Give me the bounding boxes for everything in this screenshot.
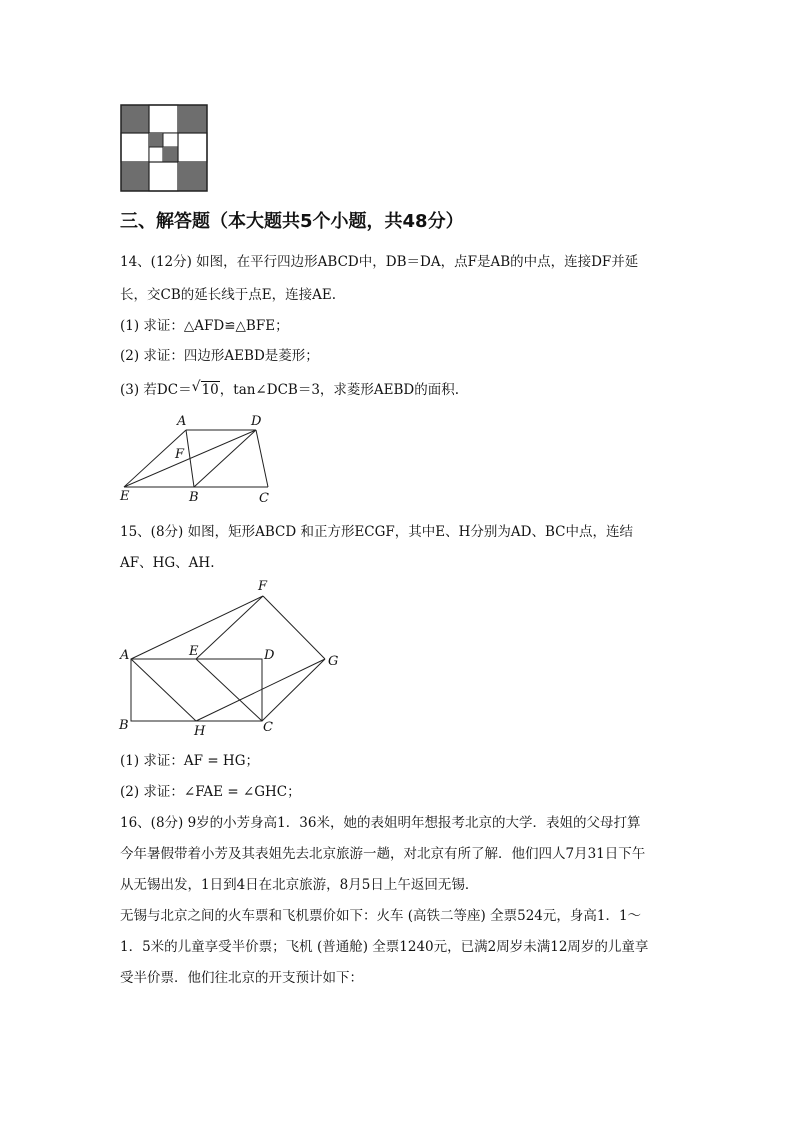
problem15-question2: (2) 求证：∠FAE = ∠GHC； bbox=[120, 784, 301, 800]
problem14-question2: (2) 求证：四边形AEBD是菱形； bbox=[120, 348, 319, 364]
sqrt-symbol: √ 10 bbox=[191, 379, 219, 398]
rectangle-ABCD bbox=[131, 659, 262, 721]
problem16-text-line6: 受半价票．他们往北京的开支预计如下： bbox=[120, 970, 363, 986]
segment-HG bbox=[196, 659, 325, 721]
segment-DB bbox=[194, 430, 256, 487]
problem16-text-line3: 从无锡出发，1日到4日在北京旅游，8月5日上午返回无锡． bbox=[120, 877, 479, 893]
grid-cell-light bbox=[149, 105, 178, 133]
label-F: F bbox=[258, 579, 268, 594]
grid-cell-dark bbox=[121, 105, 149, 133]
segment-EC bbox=[196, 659, 262, 721]
problem15-figure bbox=[114, 575, 354, 740]
problem14-text-line1: 14、(12分) 如图，在平行四边形ABCD中，DB＝DA，点F是AB的中点，连接DF并延 bbox=[120, 254, 639, 270]
label-C: C bbox=[263, 720, 273, 735]
label-F: F bbox=[175, 447, 185, 462]
tile-grid-figure bbox=[120, 104, 210, 192]
problem15-text-line1: 15、(8分) 如图，矩形ABCD 和正方形ECGF，其中E、H分别为AD、BC中点，连结 bbox=[120, 524, 633, 540]
grid-cell-light bbox=[149, 162, 178, 191]
grid-cell-light-small bbox=[163, 133, 178, 147]
problem14-question3 bbox=[120, 378, 459, 398]
segment-GC bbox=[262, 659, 325, 721]
problem16-text-line2: 今年暑假带着小芳及其表姐先去北京旅游一趟，对北京有所了解．他们四人7月31日下午 bbox=[120, 846, 646, 862]
grid-cell-light-small bbox=[149, 147, 163, 162]
problem14-text-line2: 长，交CB的延长线于点E，连接AE. bbox=[120, 287, 336, 303]
problem15-question1: (1) 求证：AF = HG； bbox=[120, 753, 259, 769]
label-E: E bbox=[120, 489, 130, 504]
label-E: E bbox=[189, 644, 199, 659]
problem16-text-line4: 无锡与北京之间的火车票和飞机票价如下：火车 (高铁二等座) 全票524元，身高1．1～ bbox=[120, 908, 642, 924]
problem14-q3-suffix: ，tan∠DCB＝3，求菱形AEBD的面积. bbox=[219, 382, 460, 398]
label-B: B bbox=[119, 718, 129, 733]
segment-DE bbox=[124, 430, 256, 487]
label-B: B bbox=[189, 490, 199, 505]
label-C: C bbox=[259, 491, 269, 506]
grid-cell-dark-small bbox=[163, 147, 178, 162]
label-D: D bbox=[251, 414, 262, 429]
problem16-text-line1: 16、(8分) 9岁的小芳身高1．36米，她的表姐明年想报考北京的大学．表姐的父母打算 bbox=[120, 815, 641, 831]
problem16-text-line5: 1．5米的儿童享受半价票；飞机 (普通舱) 全票1240元，已满2周岁未满12周岁的儿童享 bbox=[120, 939, 649, 955]
label-A: A bbox=[120, 648, 130, 663]
problem15-text-line2: AF、HG、AH. bbox=[120, 555, 215, 571]
problem14-q3-radicand: 10 bbox=[201, 382, 219, 398]
problem14-question1: (1) 求证：△AFD≌△BFE； bbox=[120, 318, 289, 334]
grid-cell-dark bbox=[178, 162, 207, 191]
segment-AH bbox=[131, 659, 196, 721]
label-H: H bbox=[194, 724, 206, 739]
segment-EF bbox=[196, 596, 263, 659]
grid-cell-light bbox=[178, 133, 207, 162]
section-title: 三、解答题（本大题共5个小题，共48分） bbox=[120, 211, 464, 232]
segment-DC bbox=[256, 430, 268, 487]
problem14-q3-prefix: (3) 若DC＝ bbox=[120, 382, 192, 398]
grid-cell-light bbox=[121, 133, 149, 162]
grid-cell-dark bbox=[121, 162, 149, 191]
grid-cell-dark bbox=[178, 105, 207, 133]
label-G: G bbox=[328, 654, 339, 669]
grid-cell-dark-small bbox=[149, 133, 163, 147]
problem14-figure bbox=[114, 410, 284, 506]
label-D: D bbox=[264, 648, 275, 663]
label-A: A bbox=[177, 414, 187, 429]
